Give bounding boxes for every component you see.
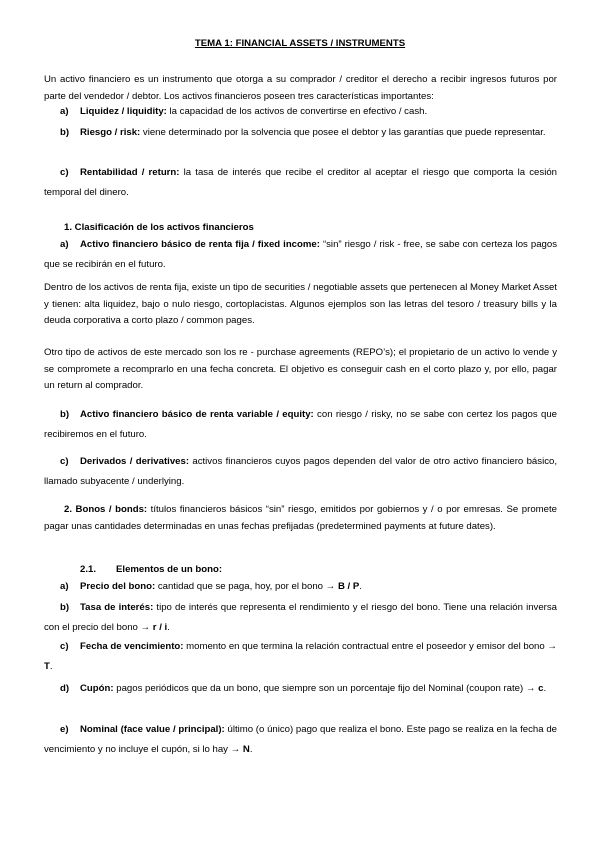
- item-text: “sin” riesgo / risk - free, se sabe con certeza los pagos que se recibirán en el futuro.: [44, 239, 557, 270]
- item-symbol: r / i: [152, 622, 168, 633]
- item-label: c): [60, 641, 69, 652]
- item-text: último (o único) pago que realiza el bono. Este pago se realiza en la fecha de vencimiento y no incluye el cupón, si lo hay →: [44, 724, 557, 755]
- item-term: Activo financiero básico de renta variable / equity:: [80, 409, 314, 420]
- item-label: a): [60, 239, 69, 250]
- item-text: viene determinado por la solvencia que posee el debtor y las garantías que puede representar.: [140, 127, 546, 138]
- item-term: Rentabilidad / return:: [80, 167, 180, 178]
- item-term: Activo financiero básico de renta fija / fixed income:: [80, 239, 320, 250]
- item-label: a): [60, 106, 69, 117]
- item-text: la capacidad de los activos de convertirse en efectivo / cash.: [166, 106, 428, 117]
- item-text: con riesgo / risky, no se sabe con certez los pagos que recibiremos en el futuro.: [44, 409, 557, 440]
- item-label: b): [60, 602, 70, 613]
- item-label: b): [60, 127, 70, 138]
- item-term: Cupón:: [80, 683, 114, 694]
- bond-element-item: [44, 577, 557, 597]
- section-heading: 1. Clasificación de los activos financieros: [64, 222, 254, 233]
- item-label: e): [60, 724, 69, 735]
- item-label: c): [60, 167, 69, 178]
- item-term: Precio del bono:: [80, 581, 156, 592]
- characteristic-item: [44, 102, 557, 122]
- item-symbol: c: [538, 683, 544, 694]
- classification-item: [44, 405, 557, 445]
- bond-element-item: [44, 637, 557, 677]
- item-term: Fecha de vencimiento:: [80, 641, 184, 652]
- section-heading: 2. Bonos / bonds:: [64, 504, 148, 515]
- characteristic-item: [44, 163, 557, 203]
- item-label: b): [60, 409, 70, 420]
- item-text: la tasa de interés que recibe el creditor al aceptar el riesgo que comporta la cesión temporal del dinero.: [44, 167, 557, 198]
- item-term: Liquidez / liquidity:: [80, 106, 167, 117]
- item-text: activos financieros cuyos pagos dependen del valor de otro activo financiero básico, llamado subyacente / underlying.: [44, 456, 557, 487]
- classification-item: [44, 452, 557, 492]
- item-symbol: T: [44, 661, 50, 672]
- item-label: c): [60, 456, 69, 467]
- body-paragraph: Dentro de los activos de renta fija, existe un tipo de securities / negotiable assets que pertenecen al Money Market Asset y tienen: alta liquidez, bajo o nulo riesgo, cortoplacistas. Algunos ejemplos son las letras del tesoro / treasury bills y la deuda corporativa a corto plazo / common pages.: [44, 282, 557, 326]
- classification-item: [44, 235, 557, 275]
- page-title: TEMA 1: FINANCIAL ASSETS / INSTRUMENTS: [194, 38, 406, 49]
- item-term: Derivados / derivatives:: [80, 456, 190, 467]
- item-label: d): [60, 683, 70, 694]
- item-term: Nominal (face value / principal):: [80, 724, 225, 735]
- item-end: .: [359, 581, 362, 592]
- section-paragraph: [44, 502, 557, 535]
- item-text: cantidad que se paga, hoy, por el bono →: [155, 581, 338, 592]
- item-term: Tasa de interés:: [80, 602, 154, 613]
- item-text: momento en que termina la relación contractual entre el poseedor y emisor del bono →: [183, 641, 557, 652]
- subsection-title: Elementos de un bono:: [116, 564, 223, 575]
- characteristic-item: [44, 123, 557, 143]
- item-end: .: [543, 683, 547, 694]
- item-symbol: B / P: [337, 581, 360, 592]
- item-term: Riesgo / risk:: [80, 127, 141, 138]
- section-text: títulos financieros básicos “sin” riesgo, emitidos por gobiernos y / o por emresas. Se promete pagar unas cantidades determinadas en unas fechas prefijadas (predetermined payments at future dates).: [44, 504, 557, 532]
- item-text: pagos periódicos que da un bono, que siempre son un porcentaje fijo del Nominal (coupon rate) →: [113, 683, 539, 694]
- bond-element-item: [44, 598, 557, 638]
- item-symbol: N: [242, 744, 250, 755]
- item-end: .: [49, 661, 53, 672]
- subsection-heading: [80, 564, 222, 575]
- body-paragraph: Otro tipo de activos de este mercado son los re - purchase agreements (REPO’s); el propietario de un activo lo vende y se compromete a recomprarlo en una fecha concreta. El objetivo es conseguir cash en el corto plazo y, por ello, pagar un return al comprador.: [44, 347, 557, 391]
- item-text: tipo de interés que representa el rendimiento y el riesgo del bono. Tiene una relación inversa con el precio del bono →: [44, 602, 557, 633]
- bond-element-item: [44, 679, 557, 699]
- subsection-number: 2.1.: [80, 564, 97, 575]
- bond-element-item: [44, 720, 557, 760]
- intro-paragraph: Un activo financiero es un instrumento que otorga a su comprador / creditor el derecho a recibir ingresos futuros por parte del vendedor / debtor. Los activos financieros poseen tres características importantes:: [44, 74, 557, 102]
- item-end: .: [249, 744, 253, 755]
- item-label: a): [60, 581, 69, 592]
- item-end: .: [167, 622, 170, 633]
